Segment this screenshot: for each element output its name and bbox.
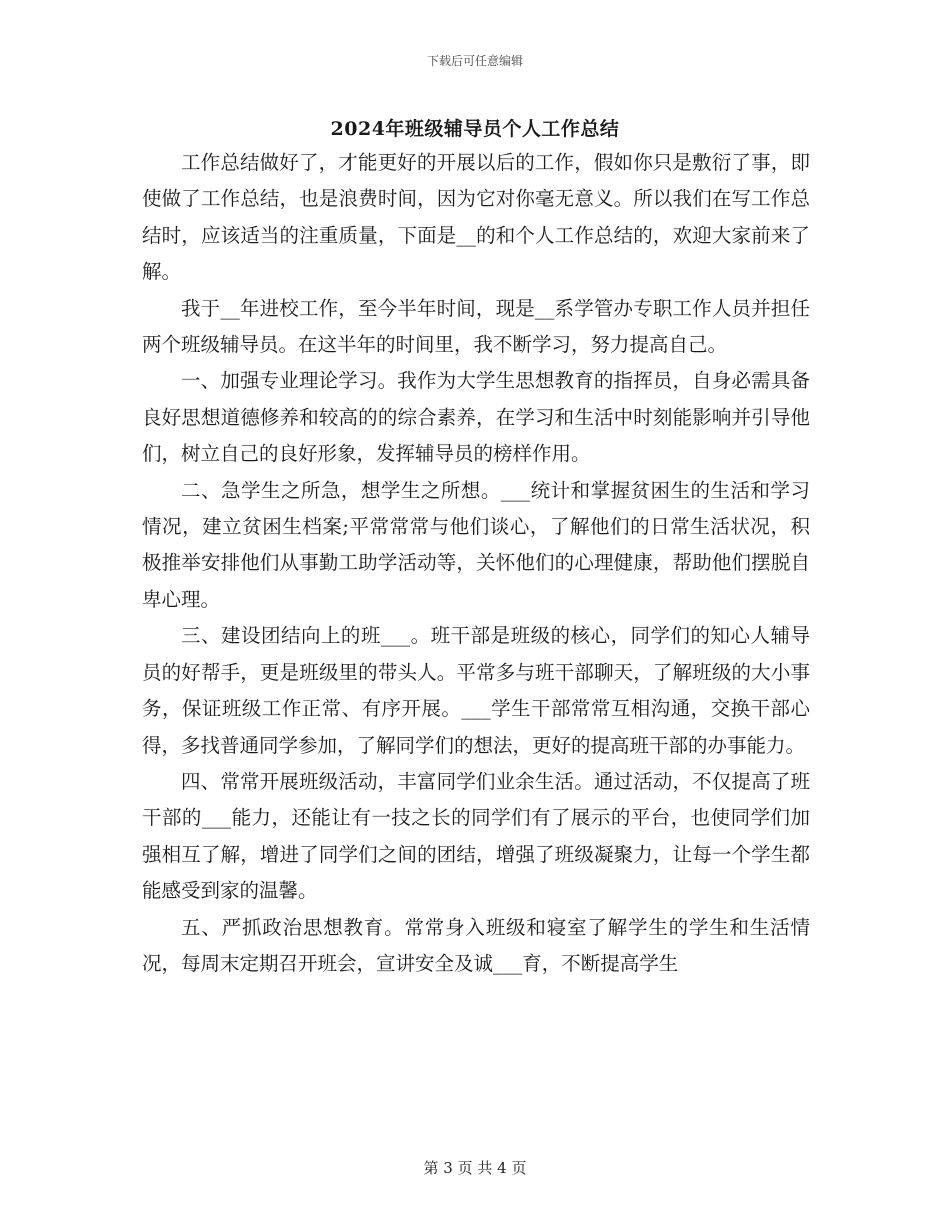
paragraph-intro: 工作总结做好了，才能更好的开展以后的工作，假如你只是敷衍了事，即使做了工作总结，也是浪费时间，因为它对你毫无意义。所以我们在写工作总结时，应该适当的注重质量，下面是__的和个人工作总结的，欢迎大家前来了解。: [142, 151, 810, 284]
paragraph-section-2: 二、急学生之所急，想学生之所想。___统计和掌握贫困生的生活和学习情况，建立贫困生档案;平常常常与他们谈心，了解他们的日常生活状况，积极推举安排他们从事勤工助学活动等，关怀他们的心理健康，帮助他们摆脱自卑心理。: [142, 478, 810, 611]
paragraph-background: 我于__年进校工作，至今半年时间，现是__系学管办专职工作人员并担任两个班级辅导员。在这半年的时间里，我不断学习，努力提高自己。: [142, 296, 810, 357]
page-number: 第 3 页 共 4 页: [423, 1159, 527, 1177]
document-title: 2024年班级辅导员个人工作总结: [330, 118, 620, 140]
paragraph-section-5: 五、严抓政治思想教育。常常身入班级和寝室了解学生的学生和生活情况，每周末定期召开班会，宣讲安全及诚___育，不断提高学生: [142, 915, 810, 975]
paragraph-section-4: 四、常常开展班级活动，丰富同学们业余生活。通过活动，不仅提高了班干部的___能力，还能让有一技之长的同学们有了展示的平台，也使同学们加强相互了解，增进了同学们之间的团结，增强了班级凝聚力，让每一个学生都能感受到家的温馨。: [142, 769, 810, 903]
paragraph-section-3: 三、建设团结向上的班___。班干部是班级的核心，同学们的知心人辅导员的好帮手，更是班级里的带头人。平常多与班干部聊天，了解班级的大小事务，保证班级工作正常、有序开展。___学生干部常常互相沟通，交换干部心得，多找普通同学参加，了解同学们的想法，更好的提高班干部的办事能力。: [142, 624, 810, 757]
document-body: [142, 145, 810, 982]
header-note: 下载后可任意编辑: [426, 54, 523, 68]
paragraph-section-1: 一、加强专业理论学习。我作为大学生思想教育的指挥员，自身必需具备良好思想道德修养和较高的的综合素养，在学习和生活中时刻能影响并引导他们，树立自己的良好形象，发挥辅导员的榜样作用。: [142, 369, 810, 466]
